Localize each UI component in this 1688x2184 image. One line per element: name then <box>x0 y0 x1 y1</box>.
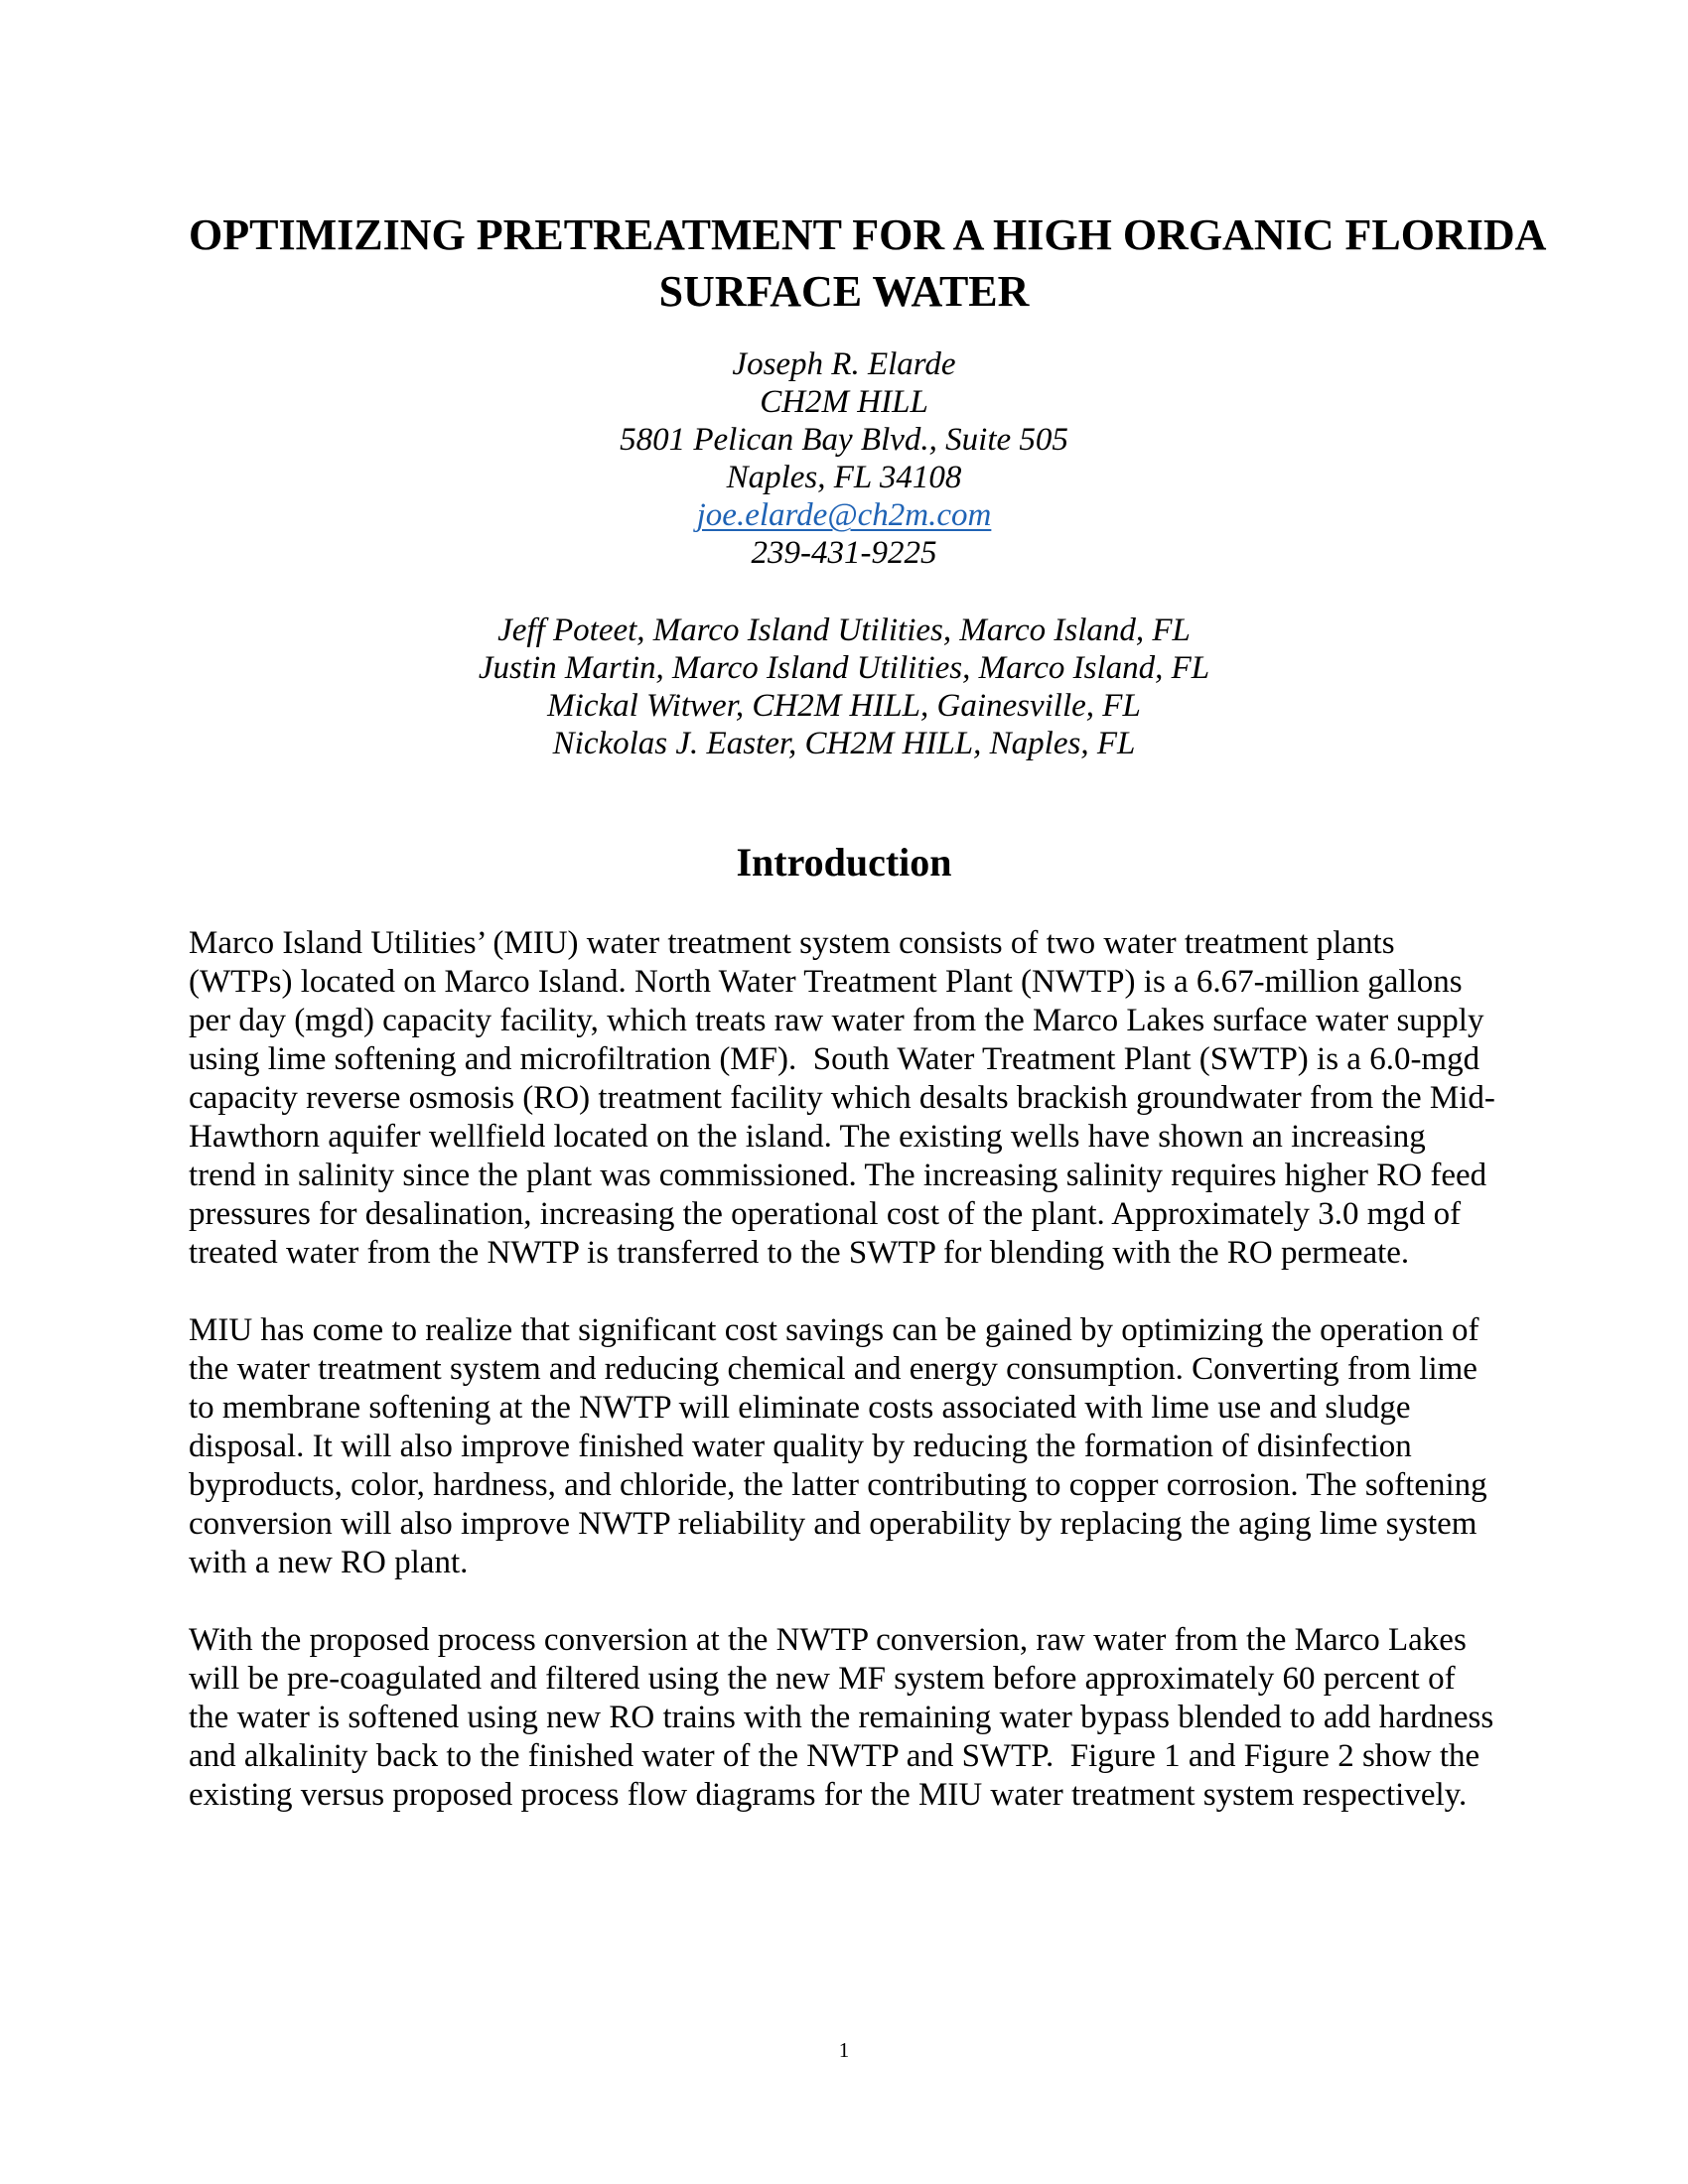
body-paragraph-2: MIU has come to realize that significant cost savings can be gained by optimizing the operation of the water treatment system and reducing chemical and energy consumption. Converting from lime to membrane softening at the NWTP will eliminate costs associated with lime use and sludge disposal. It will also improve finished water quality by reducing the formation of disinfection byproducts, color, hardness, and chloride, the latter contributing to copper corrosion. The softening conversion will also improve NWTP reliability and operability by replacing the aging lime system with a new RO plant. <box>189 1312 1495 1580</box>
coauthor-line: Jeff Poteet, Marco Island Utilities, Marco Island, FL <box>497 613 1191 648</box>
page-footer <box>0 2038 1688 2062</box>
body-paragraph-3: With the proposed process conversion at the NWTP conversion, raw water from the Marco Lakes will be pre-coagulated and filtered using the new MF system before approximately 60 percent of the water is softened using new RO trains with the remaining water bypass blended to add hardness and alkalinity back to the finished water of the NWTP and SWTP. Figure 1 and Figure 2 show the existing versus proposed process flow diagrams for the MIU water treatment system respectively. <box>189 1622 1502 1813</box>
primary-author-block <box>189 345 1499 572</box>
page-number: 1 <box>838 2038 850 2062</box>
body-paragraph-1: Marco Island Utilities’ (MIU) water treatment system consists of two water treatment plants (WTPs) located on Marco Island. North Water Treatment Plant (NWTP) is a 6.67-million gallons per day (mgd) capacity facility, which treats raw water from the Marco Lakes surface water supply using lime softening and microfiltration (MF). South Water Treatment Plant (SWTP) is a 6.0-mgd capacity reverse osmosis (RO) treatment facility which desalts brackish groundwater from the Mid-Hawthorn aquifer wellfield located on the island. The existing wells have shown an increasing trend in salinity since the plant was commissioned. The increasing salinity requires higher RO feed pressures for desalination, increasing the operational cost of the plant. Approximately 3.0 mgd of treated water from the NWTP is transferred to the SWTP for blending with the RO permeate. <box>189 925 1495 1271</box>
author-address: 5801 Pelican Bay Blvd., Suite 505 <box>620 422 1068 458</box>
author-email-link[interactable]: joe.elarde@ch2m.com <box>696 497 992 533</box>
author-email-row <box>189 496 1499 534</box>
paper-title-line-1: OPTIMIZING PRETREATMENT FOR A HIGH ORGANIC FLORIDA <box>189 210 1547 259</box>
introduction-body <box>189 924 1502 1815</box>
paper-title-line-2: SURFACE WATER <box>658 267 1030 316</box>
coauthor-block <box>189 612 1499 762</box>
coauthor-line: Mickal Witwer, CH2M HILL, Gainesville, FL <box>547 688 1141 724</box>
author-company: CH2M HILL <box>760 384 928 420</box>
paper-title <box>189 206 1547 320</box>
author-city: Naples, FL 34108 <box>726 460 962 495</box>
section-heading-introduction: Introduction <box>736 840 952 885</box>
coauthor-line: Justin Martin, Marco Island Utilities, Marco Island, FL <box>478 650 1210 686</box>
author-name: Joseph R. Elarde <box>732 346 956 382</box>
coauthor-line: Nickolas J. Easter, CH2M HILL, Naples, FL <box>552 726 1136 761</box>
author-phone: 239-431-9225 <box>751 535 937 571</box>
